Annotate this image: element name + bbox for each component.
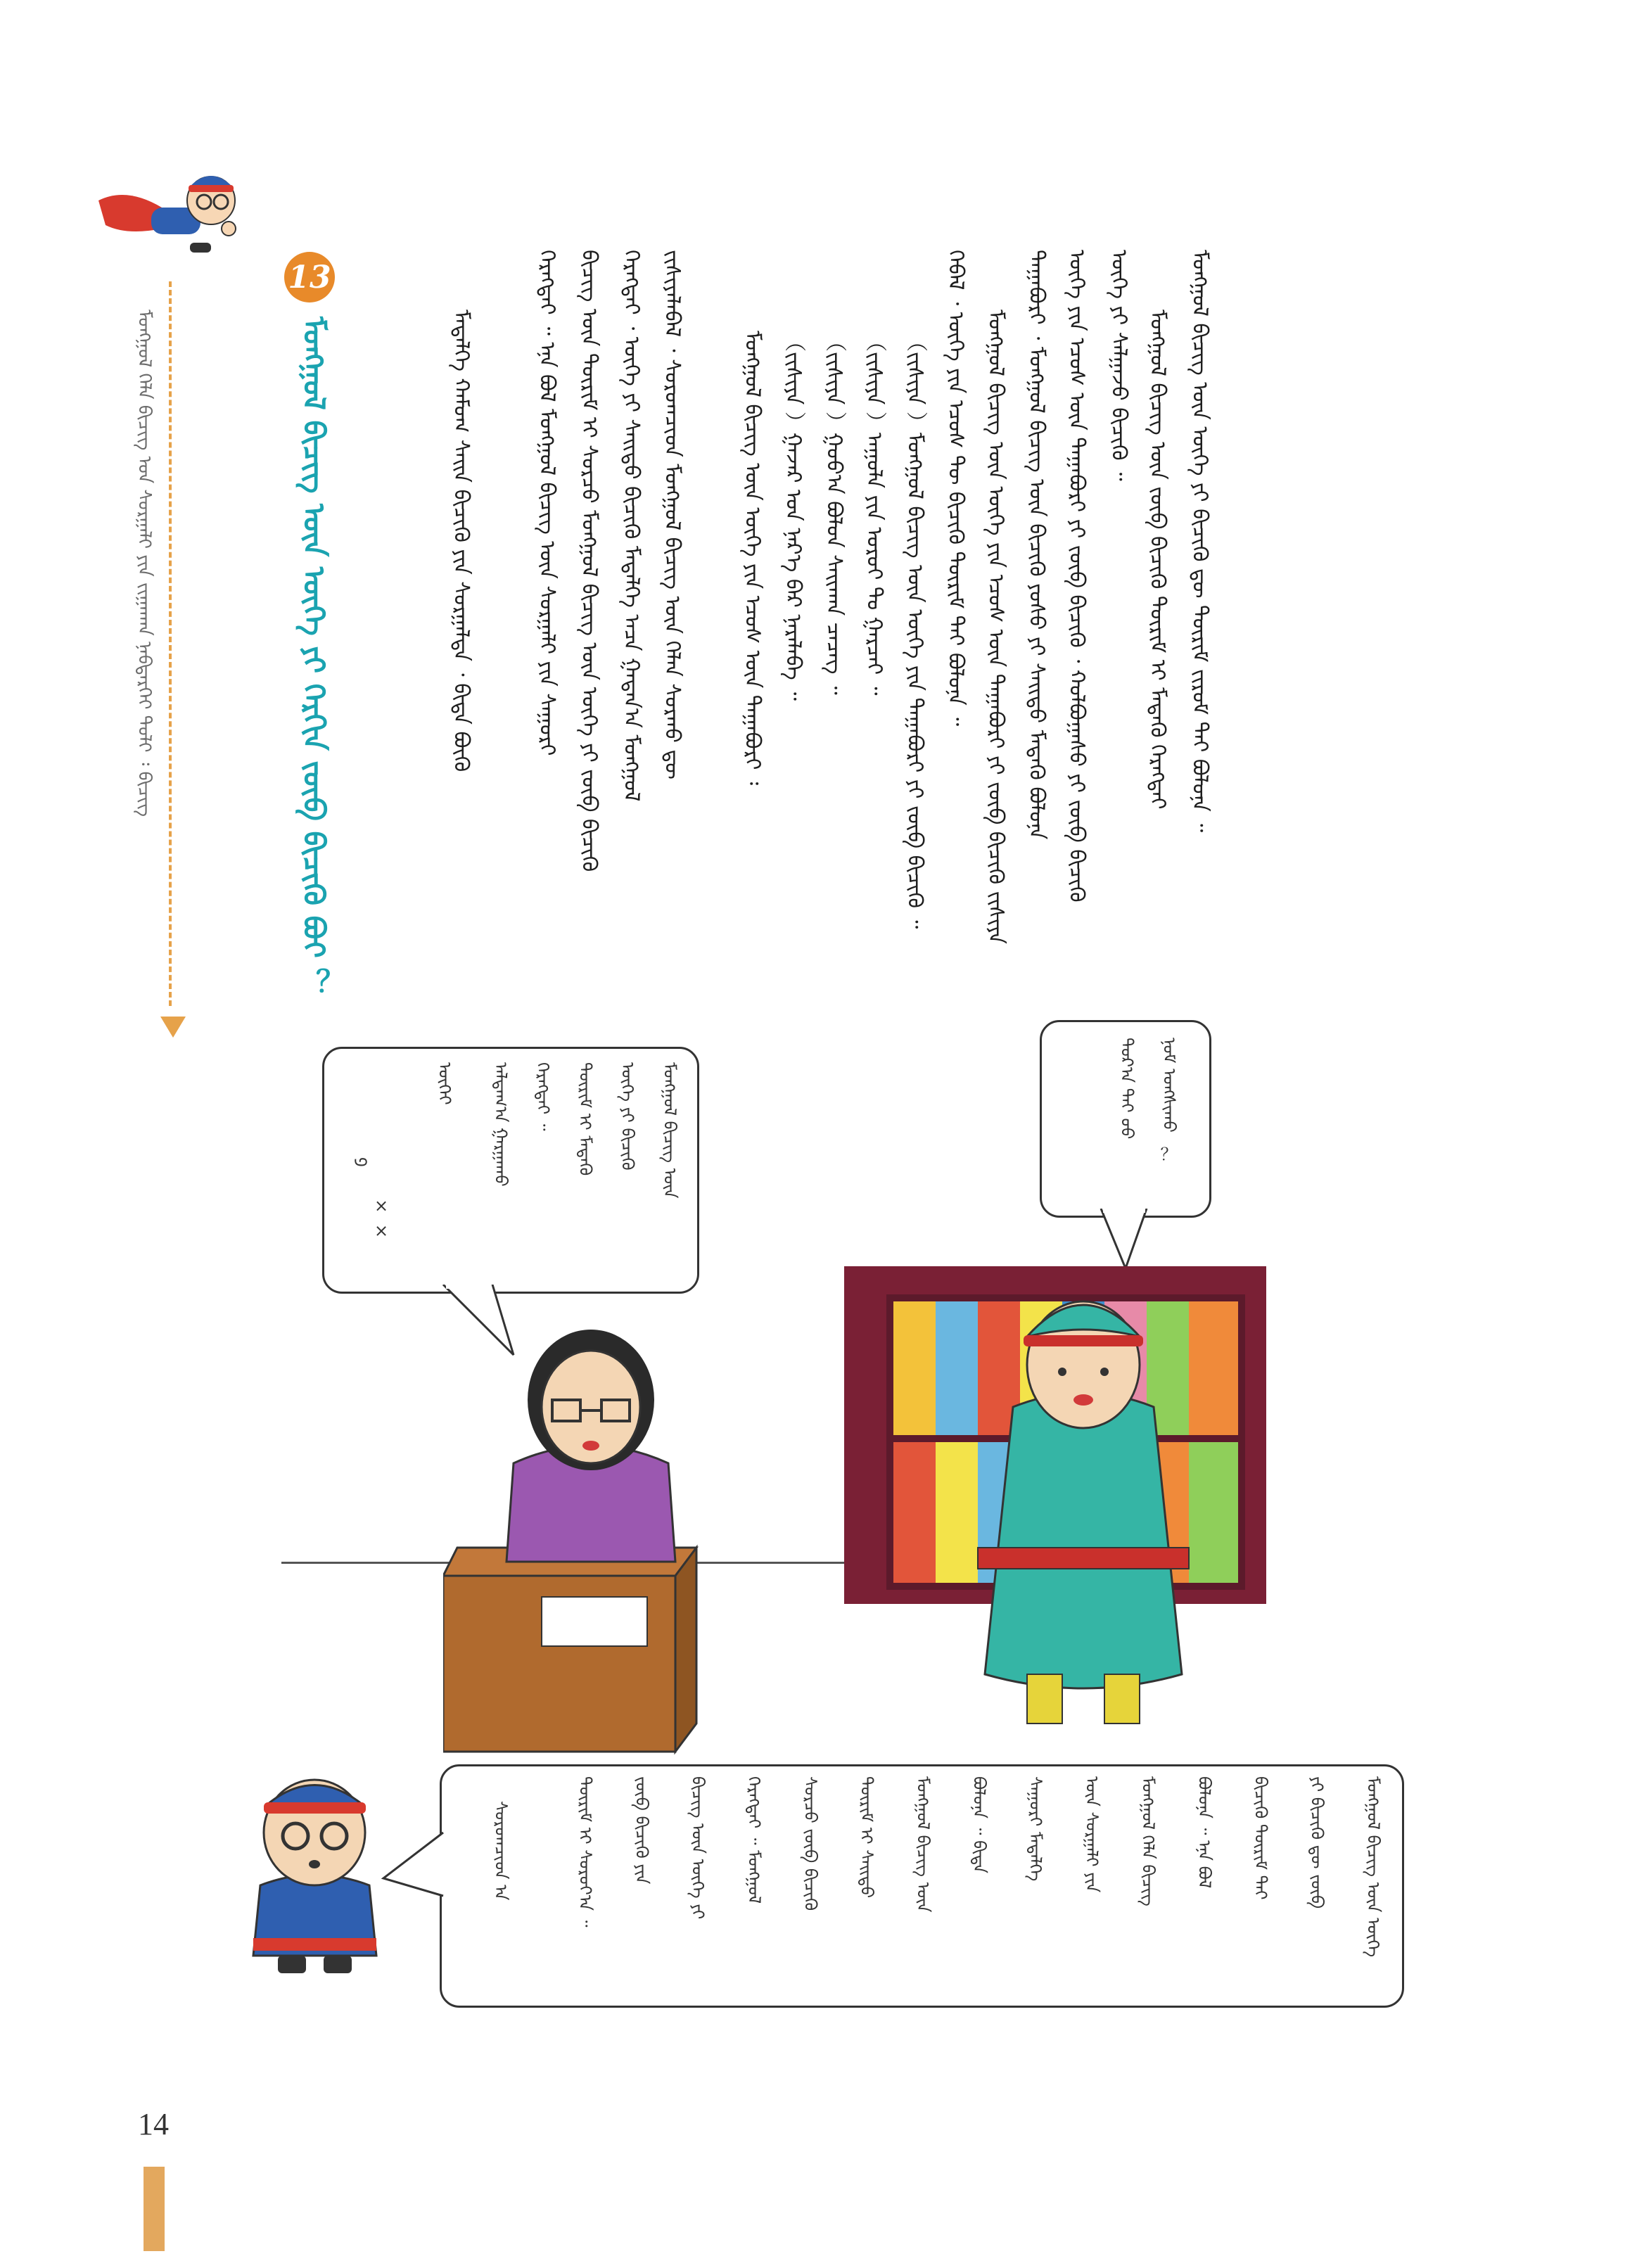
bubble-line: ᠪᠢᠴᠢᠭ ᠦᠨ ᠦᠭᠡ ᠶᠢ <box>688 1776 708 1920</box>
bubble-line: ᠮᠣᠩᠭᠣᠯ ᠪᠢᠴᠢᠭ ᠦᠨ <box>913 1776 933 1913</box>
body-line: ᠦᠭᠡ ᠶᠢᠨ ᠡᠴᠦᠰ ᠦᠨ ᠳᠠᠭᠠᠪᠤᠷᠢ ᠶᠢ ᠵᠥᠪ ᠪᠢᠴᠢᠬᠦ ᠂ ᠬᠣᠯᠪᠣᠭᠠᠰᠤ ᠶᠢ ᠵᠥᠪ ᠪᠢᠴᠢᠬᠦ <box>1064 250 1089 903</box>
body-line: ᠮᠣᠩᠭᠣᠯ ᠪᠢᠴᠢᠭ ᠦᠨ ᠦᠭᠡ ᠶᠢᠨ ᠡᠴᠦᠰ ᠦᠨ ᠳᠠᠭᠠᠪᠤᠷᠢ ᠶᠢ ᠵᠥᠪ ᠪᠢᠴᠢᠬᠦ ᠵᠢᠱᠢᠶᠡ <box>983 310 1008 944</box>
body-line: （ᠵᠢᠱᠢᠶᠡ ）ᠮᠣᠩᠭᠣᠯ ᠪᠢᠴᠢᠭ ᠦᠨ ᠦᠭᠡ ᠶᠢᠨ ᠳᠠᠭᠠᠪᠤᠷᠢ ᠶᠢ ᠵᠥᠪ ᠪᠢᠴᠢᠬᠦ ᠃ <box>903 331 927 929</box>
body-line: ᠮᠡᠳᠡᠯᠭᠡ ᠬᠠᠮᠤᠭ ᠰᠠᠢᠨ ᠪᠢᠴᠢᠬᠦ ᠶᠢᠨ ᠰᠤᠷᠭᠠᠯᠲᠠ ᠂ ᠪᠢᠳᠡ ᠪᠦᠬᠦ <box>449 310 473 772</box>
bubble-line: ？ <box>1149 1147 1168 1164</box>
bubble-line: ᠮᠣᠩᠭᠣᠯ ᠪᠢᠴᠢᠭ ᠦᠨ ᠦᠭᠡ <box>1363 1776 1383 1958</box>
dashed-divider <box>169 281 172 1006</box>
bubble-line: ᠦᠭᠡ ᠶᠢ ᠪᠢᠴᠢᠬᠦ <box>618 1062 637 1171</box>
bubble-line: ᠮᠣᠩᠭᠣᠯ ᠪᠢᠴᠢᠭ ᠦᠨ <box>660 1062 680 1199</box>
boy-blue-icon <box>229 1766 401 1977</box>
body-line: ᠵᠢᠱᠢᠶᠡᠯᠡᠪᠡᠯ ᠂ ᠰᠤᠷᠤᠭᠴᠢᠳ ᠮᠣᠩᠭᠣᠯ ᠪᠢᠴᠢᠭ ᠦᠨ ᠬᠡᠯᠡᠨ ᠰᠤᠷᠬᠤ ᠳᠦ <box>660 250 684 779</box>
body-line: ᠮᠣᠩᠭᠣᠯ ᠪᠢᠴᠢᠭ ᠦᠨ ᠦᠭᠡ ᠶᠢ ᠪᠢᠴᠢᠬᠦ ᠳᠦ ᠳᠦᠷᠢᠮ ᠵᠢᠷᠤᠮ ᠲᠠᠢ ᠪᠣᠯᠤᠨᠠ ᠃ <box>1187 250 1212 833</box>
arrow-down-icon <box>160 1017 186 1038</box>
bubble-line: ᠬᠡᠷᠡᠭᠲᠡᠢ ᠃ <box>533 1062 553 1131</box>
bubble-line: ᠬᠡᠷᠡᠭᠲᠡᠢ ᠃ ᠮᠣᠩᠭᠣᠯ <box>744 1776 764 1904</box>
body-line: （ᠵᠢᠱᠢᠶᠡ ）ᠭᠣᠣ᠎ᠠ ᠪᠣᠯᠤᠨ ᠰᠠᠢᠬᠠᠨ ᠴᠡᠴᠡᠭ ᠃ <box>822 331 846 695</box>
bubble-line: × × <box>371 1196 391 1241</box>
bubble-line: ᠳᠦᠷᠢᠮ ᠢ ᠰᠠᠢᠲᠤ <box>857 1776 877 1899</box>
body-line: ᠳᠠᠭᠠᠪᠤᠷᠢ ᠂ ᠮᠣᠩᠭᠣᠯ ᠪᠢᠴᠢᠭ ᠦᠨ ᠪᠢᠴᠢᠬᠦ ᠶᠣᠰᠣ ᠶᠢ ᠰᠠᠢᠲᠤ ᠮᠡᠳᠡᠬᠦ ᠪᠣᠯᠤᠨᠠ <box>1024 250 1049 840</box>
bubble-line: ᠶᠢ ᠪᠢᠴᠢᠬᠦ ᠳᠦ ᠵᠥᠪ <box>1307 1776 1327 1909</box>
body-line: ᠮᠣᠩᠭᠣᠯ ᠪᠢᠴᠢᠭ ᠦᠨ ᠵᠥᠪ ᠪᠢᠴᠢᠬᠦ ᠳᠦᠷᠢᠮ ᠢ ᠮᠡᠳᠡᠬᠦ ᠬᠡᠷᠡᠭᠲᠡᠢ <box>1145 310 1170 810</box>
girl-teal-icon <box>929 1280 1238 1731</box>
bubble-line: ᠦᠭᠡᠢ <box>435 1062 454 1105</box>
bubble-line: ᠰᠠᠭᠤᠷᠢ ᠮᠡᠳᠡᠯᠭᠡ <box>1026 1776 1045 1882</box>
body-line: ᠪᠢᠴᠢᠭ ᠦᠨ ᠳᠦᠷᠢᠮ ᠢ ᠰᠤᠷᠴᠤ ᠮᠣᠩᠭᠣᠯ ᠪᠢᠴᠢᠭ ᠦᠨ ᠦᠭᠡ ᠶᠢ ᠵᠥᠪ ᠪᠢᠴᠢᠬᠦ <box>577 250 601 872</box>
body-line: ᠭᠡᠪᠡᠯ ᠂ ᠦᠭᠡ ᠶᠢᠨ ᠡᠴᠦᠰ ᠲᠦ ᠪᠢᠴᠢᠬᠦ ᠳᠦᠷᠢᠮ ᠲᠠᠢ ᠪᠣᠯᠤᠨᠠ ᠃ <box>943 250 968 727</box>
bubble-line: ᠨᠣᠮ ᠤᠩᠰᠢᠬᠤ <box>1159 1038 1179 1133</box>
page-marker-bar <box>144 2167 165 2251</box>
body-line: （ᠵᠢᠱᠢᠶᠡ ）ᠠᠭᠤᠯᠠ ᠶᠢᠨ ᠤᠷᠤᠢ ᠲᠤ ᠭᠠᠷᠴᠠᠢ ᠃ <box>862 331 886 696</box>
body-line: ᠮᠣᠩᠭᠣᠯ ᠪᠢᠴᠢᠭ ᠦᠨ ᠦᠭᠡ ᠶᠢᠨ ᠡᠴᠦᠰ ᠦᠨ ᠳᠠᠭᠠᠪᠤᠷᠢ ᠄ <box>740 331 765 786</box>
bubble-line: ᠪᠢᠴᠢᠬᠦ ᠳᠦᠷᠢᠮ ᠲᠠᠢ <box>1251 1776 1270 1900</box>
body-line: ᠦᠭᠡ ᠶᠢ ᠰᠠᠯᠭᠠᠵᠤ ᠪᠢᠴᠢᠬᠦ ᠃ <box>1107 250 1131 481</box>
page-number: 14 <box>138 2107 169 2141</box>
woman-purple-icon <box>485 1323 696 1576</box>
speech-bubble-woman <box>322 1047 699 1294</box>
bubble-line: ᠑ <box>350 1157 370 1167</box>
bubble-line: ᠳᠦᠷᠢᠮ ᠢ ᠰᠤᠷᠤᠶ᠎ᠠ ᠃ <box>575 1776 595 1928</box>
flying-boy-icon <box>84 158 246 271</box>
bubble-line: ᠳᠦᠷᠢᠮ ᠢ ᠮᠡᠳᠡᠬᠦ <box>575 1062 595 1176</box>
bubble-line: ᠪᠣᠯᠤᠨᠠ ᠃ ᠡᠨᠡ ᠪᠣᠯ <box>1194 1776 1214 1889</box>
bubble-tail <box>1097 1209 1154 1272</box>
section-title: ᠮᠣᠩᠭᠣᠯ ᠪᠢᠴᠢᠭ ᠦᠨ ᠦᠭᠡ ᠶᠢ ᠬᠡᠷᠬᠢᠨ ᠵᠥᠪ ᠪᠢᠴᠢᠬᠦ ᠪᠤᠢ ？ <box>297 317 331 998</box>
bubble-line: ᠠᠯᠳᠠᠭ᠎ᠠ ᠭᠠᠷᠭᠠᠬᠤ <box>491 1062 511 1187</box>
bubble-line: ᠪᠣᠯᠤᠨᠠ ᠃ ᠪᠢᠳᠡ <box>969 1776 989 1874</box>
bubble-line: ᠰᠤᠷᠴᠤ ᠵᠥᠪ ᠪᠢᠴᠢᠬᠦ <box>801 1776 820 1911</box>
body-line: （ᠵᠢᠱᠢᠶᠡ ）ᠭᠠᠵᠠᠷ ᠤᠨ ᠨᠡᠷ᠎ᠡ ᠪᠠᠷ ᠨᠡᠷᠡᠯᠡᠪᠡ ᠃ <box>781 331 805 701</box>
body-line: ᠬᠡᠷᠡᠭᠲᠡᠢ ᠂ ᠦᠭᠡ ᠶᠢ ᠰᠠᠢᠲᠤ ᠪᠢᠴᠢᠬᠦ ᠮᠡᠳᠡᠯᠭᠡ ᠠᠴᠠ ᠭᠠᠳᠠᠨ᠎ᠠ ᠮᠣᠩᠭᠣᠯ <box>619 250 644 802</box>
section-number-badge: 13 <box>284 252 335 302</box>
bubble-line: ᠦᠨ ᠰᠤᠷᠭᠠᠯᠢ ᠶᠢᠨ <box>1082 1776 1102 1893</box>
bubble-line: ᠮᠣᠩᠭᠣᠯ ᠬᠡᠯᠡ ᠪᠢᠴᠢᠭ <box>1138 1776 1158 1906</box>
bubble-line: ᠳᠤᠷ᠎ᠠ ᠲᠠᠢ ᠤᠤ <box>1117 1038 1137 1140</box>
running-header: ᠮᠣᠩᠭᠣᠯ ᠬᠡᠯᠡ ᠪᠢᠴᠢᠭ ᠤᠨ ᠰᠤᠷᠭᠠᠯᠢ ᠶᠢᠨ ᠵᠢᠭᠠᠬᠠᠨ ᠨᠡᠪᠲᠡᠷᠬᠡᠢ ᠲᠣᠯᠢ ᠄ ᠪᠢᠴᠢᠭ <box>134 310 155 817</box>
bubble-line: ᠰᠤᠷᠤᠭᠴᠢᠳ ᠠ <box>491 1801 511 1901</box>
bubble-line: ᠵᠥᠪ ᠪᠢᠴᠢᠬᠦ ᠶᠢᠨ <box>632 1776 651 1885</box>
body-line: ᠬᠡᠷᠡᠭᠲᠡᠢ ᠃ ᠡᠨᠡ ᠪᠣᠯ ᠮᠣᠩᠭᠣᠯ ᠪᠢᠴᠢᠭ ᠦᠨ ᠰᠤᠷᠭᠠᠯᠢ ᠶᠢᠨ ᠰᠠᠭᠤᠷᠢ <box>535 250 559 756</box>
